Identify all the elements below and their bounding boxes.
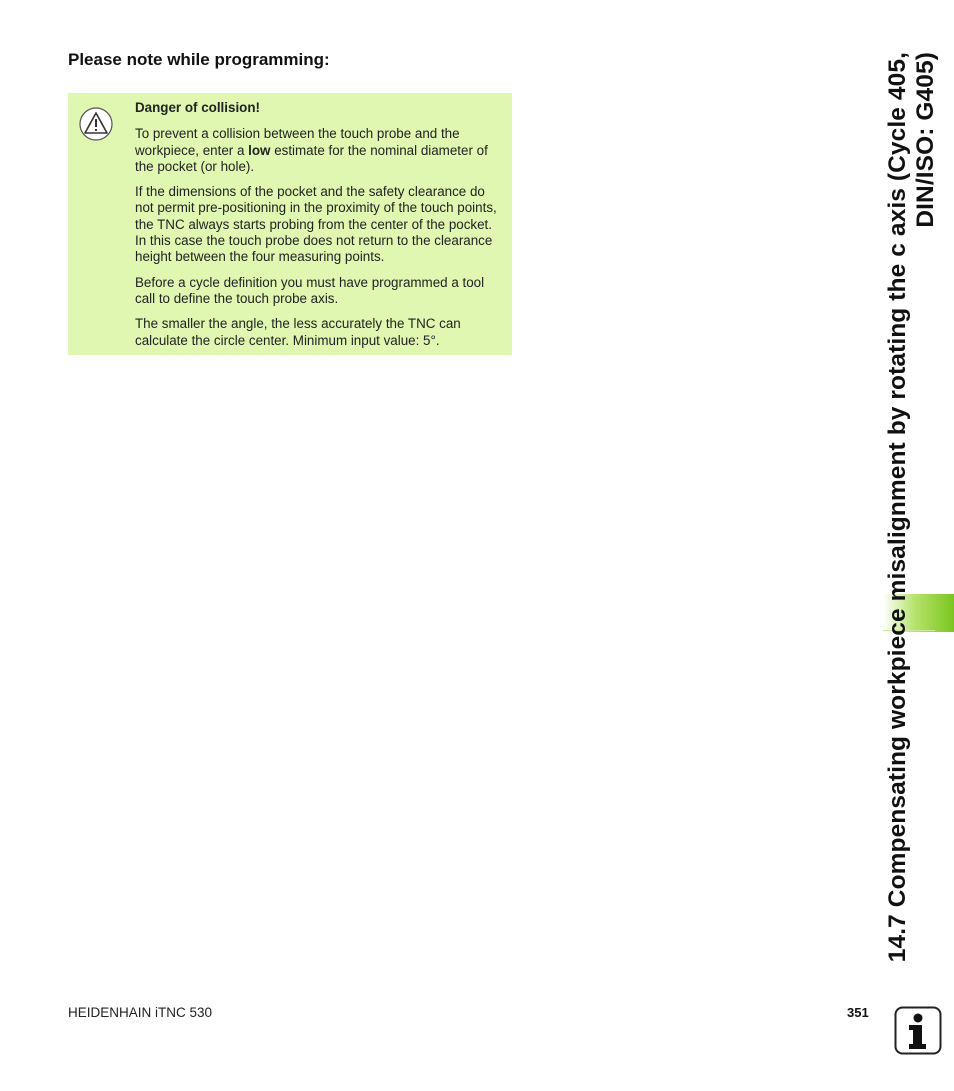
warning-triangle-icon bbox=[79, 107, 113, 141]
note-content bbox=[135, 100, 505, 358]
note-paragraph-prepositioning: If the dimensions of the pocket and the safety clearance do not permit pre-positioning in the proximity of the touch points, the TNC always starts probing from the center of the pocket. In this case the touch probe does not return to the clearance height between the four measuring points. bbox=[135, 184, 497, 265]
page-number: 351 bbox=[847, 1005, 869, 1020]
emphasis-low: low bbox=[248, 142, 271, 158]
note-paragraph-angle: The smaller the angle, the less accurately the TNC can calculate the circle center. Minimum input value: 5°. bbox=[135, 316, 461, 348]
running-section-title-line2: DIN/ISO: G405) bbox=[912, 52, 939, 228]
warning-note-box bbox=[68, 93, 512, 355]
note-paragraph-tool-call: Before a cycle definition you must have programmed a tool call to define the touch probe axis. bbox=[135, 274, 485, 306]
note-title: Danger of collision! bbox=[135, 100, 260, 115]
section-heading: Please note while programming: bbox=[68, 50, 330, 69]
running-section-title-line1: 14.7 Compensating workpiece misalignment by rotating the c axis (Cycle 405, bbox=[884, 52, 911, 963]
footer-manual-name: HEIDENHAIN iTNC 530 bbox=[68, 1005, 213, 1020]
info-icon[interactable] bbox=[894, 1006, 942, 1055]
running-section-title bbox=[884, 52, 940, 992]
note-paragraph-low-estimate: To prevent a collision between the touch probe and the workpiece, enter a low estimate for the nominal diameter of the pocket (or hole). bbox=[135, 126, 488, 174]
